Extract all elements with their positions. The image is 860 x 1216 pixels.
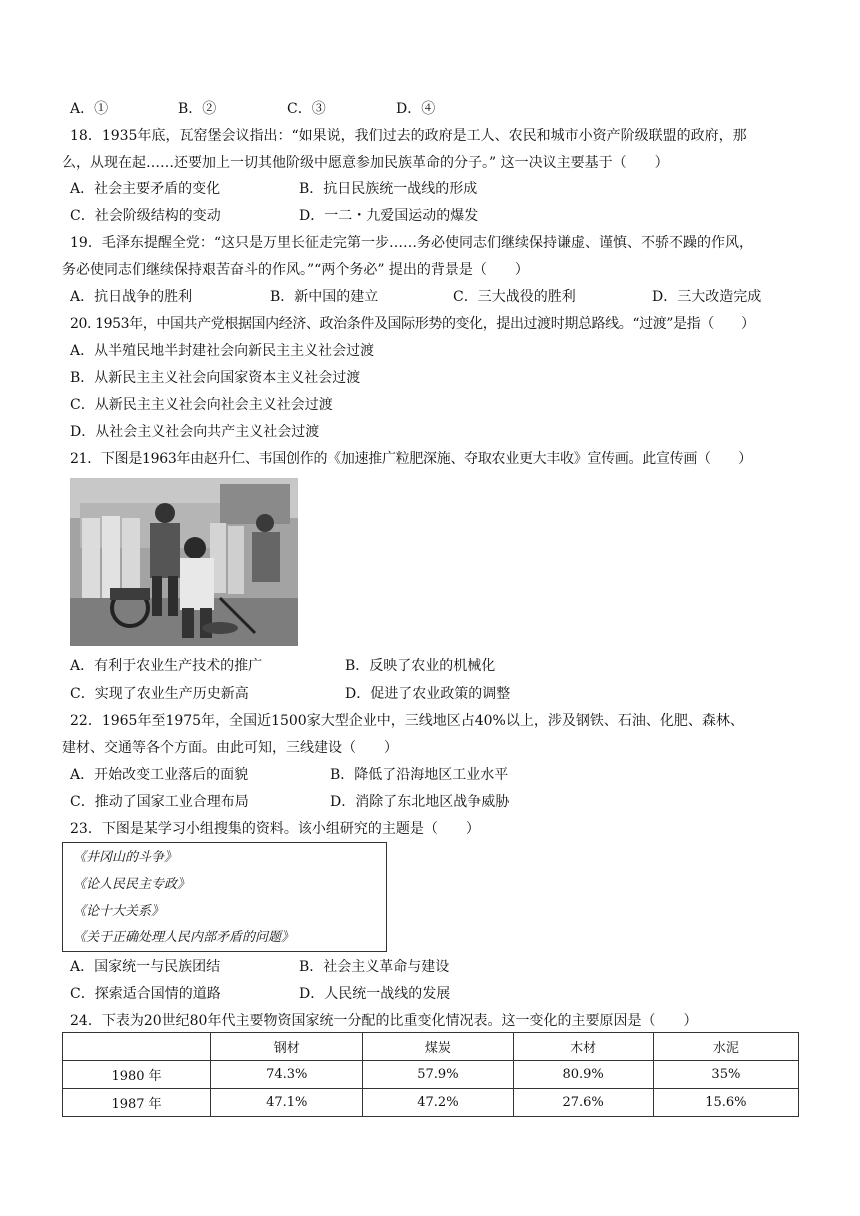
table-cell: 1980 年 [63,1061,211,1089]
q24-stem: 24．下表为20世纪80年代主要物资国家统一分配的比重变化情况表。这一变化的主要原因是（ ） [70,1013,698,1029]
q20-option-c[interactable]: C．从新民主主义社会向社会主义社会过渡 [70,397,333,413]
q18-option-c[interactable]: C．社会阶级结构的变动 [70,208,221,224]
book-title: 《论人民民主专政》 [73,877,191,892]
q22-option-b[interactable]: B．降低了沿海地区工业水平 [330,767,509,783]
table-row [63,1061,799,1089]
q21-stem: 21．下图是1963年由赵升仁、韦国创作的《加速推广粒肥深施、夺取农业更大丰收》宣传画。此宣传画（ ） [70,451,752,467]
book-title: 《关于正确处理人民内部矛盾的问题》 [73,930,295,945]
table-header-cell: 水泥 [653,1033,798,1061]
q23-option-c[interactable]: C．探索适合国情的道路 [70,986,221,1002]
q22-option-d[interactable]: D．消除了东北地区战争威胁 [330,794,510,810]
table-cell: 47.2% [363,1089,513,1117]
book-title: 《井冈山的斗争》 [73,850,178,865]
q20-option-d[interactable]: D．从社会主义社会向共产主义社会过渡 [70,424,320,440]
q17-option-c[interactable]: C．③ [287,101,326,117]
table-cell: 74.3% [211,1061,363,1089]
table-header-cell: 煤炭 [363,1033,513,1061]
poster-illustration [70,478,298,646]
allocation-table [62,1032,799,1117]
table-header-cell: 钢材 [211,1033,363,1061]
table-header-row [63,1033,799,1061]
q19-stem-line1: 19．毛泽东提醒全党：“这只是万里长征走完第一步……务必使同志们继续保持谦虚、谨慎、不骄不躁的作风， [70,235,753,251]
book-title: 《论十大关系》 [73,904,165,919]
q23-stem: 23．下图是某学习小组搜集的资料。该小组研究的主题是（ ） [70,821,480,837]
q21-option-a[interactable]: A．有利于农业生产技术的推广 [70,658,263,674]
q21-option-b[interactable]: B．反映了农业的机械化 [345,658,496,674]
q23-option-a[interactable]: A．国家统一与民族团结 [70,959,221,975]
table-cell: 47.1% [211,1089,363,1117]
q18-option-b[interactable]: B．抗日民族统一战线的形成 [299,181,478,197]
q21-option-d[interactable]: D．促进了农业政策的调整 [345,686,511,702]
q18-option-d[interactable]: D．一二・九爱国运动的爆发 [299,208,479,224]
table-cell: 1987 年 [63,1089,211,1117]
q19-option-d[interactable]: D．三大改造完成 [652,289,762,305]
q18-option-a[interactable]: A．社会主要矛盾的变化 [70,181,221,197]
q18-stem-line2: 么，从现在起……还要加上一切其他阶级中愿意参加民族革命的分子。” 这一决议主要基于（ ） [62,155,669,171]
table-cell: 80.9% [513,1061,653,1089]
propaganda-poster-image [70,478,298,646]
q22-stem-line2: 建材、交通等各个方面。由此可知，三线建设（ ） [62,740,398,756]
q22-stem-line1: 22．1965年至1975年，全国近1500家大型企业中，三线地区占40%以上，涉及钢铁、石油、化肥、森林、 [70,713,744,729]
table-cell: 27.6% [513,1089,653,1117]
table-row [63,1089,799,1117]
q19-option-c[interactable]: C．三大战役的胜利 [453,289,576,305]
source-material-box [62,842,387,952]
q19-stem-line2: 务必使同志们继续保持艰苦奋斗的作风。”“两个务必” 提出的背景是（ ） [62,262,529,278]
q21-option-c[interactable]: C．实现了农业生产历史新高 [70,686,249,702]
q17-option-b[interactable]: B．② [178,101,217,117]
q22-option-c[interactable]: C．推动了国家工业合理布局 [70,794,249,810]
q19-option-b[interactable]: B．新中国的建立 [270,289,379,305]
q17-option-d[interactable]: D．④ [396,101,436,117]
table-header-cell [63,1033,211,1061]
table-header-cell: 木材 [513,1033,653,1061]
q19-option-a[interactable]: A．抗日战争的胜利 [70,289,193,305]
q20-option-a[interactable]: A．从半殖民地半封建社会向新民主主义社会过渡 [70,343,375,359]
q23-option-b[interactable]: B．社会主义革命与建设 [299,959,450,975]
table-cell: 35% [653,1061,798,1089]
table-cell: 15.6% [653,1089,798,1117]
table-cell: 57.9% [363,1061,513,1089]
q20-stem: 20. 1953年，中国共产党根据国内经济、政治条件及国际形势的变化，提出过渡时期总路线。“过渡”是指（ ） [70,316,755,332]
q17-option-a[interactable]: A．① [70,101,109,117]
q23-option-d[interactable]: D．人民统一战线的发展 [299,986,451,1002]
q18-stem-line1: 18．1935年底，瓦窑堡会议指出：“如果说，我们过去的政府是工人、农民和城市小资产阶级联盟的政府，那 [70,128,747,144]
q22-option-a[interactable]: A．开始改变工业落后的面貌 [70,767,249,783]
q20-option-b[interactable]: B．从新民主主义社会向国家资本主义社会过渡 [70,370,361,386]
